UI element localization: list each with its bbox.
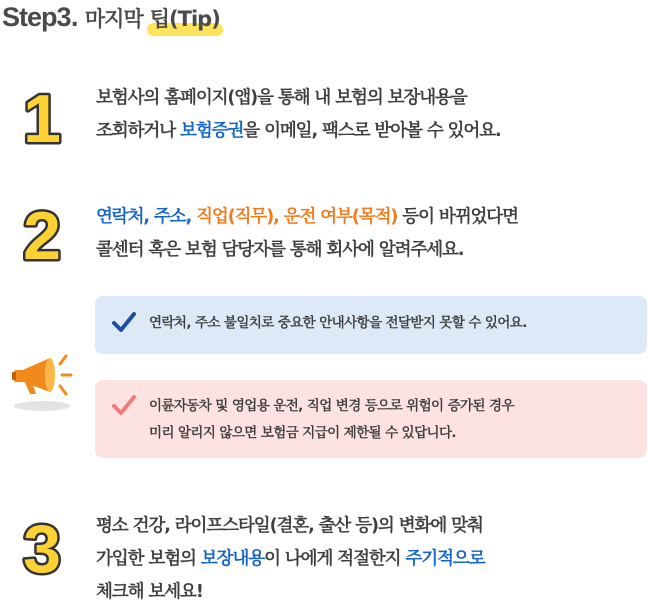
tip-2-line-2: 콜센터 혹은 보험 담당자를 통해 회사에 알려주세요. (96, 240, 464, 260)
tip-3-line-3: 체크해 보세요! (96, 582, 203, 602)
tip-2-line-1 (96, 201, 518, 234)
notice-blue-text: 연락처, 주소 불일치로 중요한 안내사항을 전달받지 못할 수 있어요. (149, 315, 527, 331)
tip-1-line-2 (96, 115, 501, 148)
tip-1-line-2-post: 을 이메일, 팩스로 받아볼 수 있어요. (243, 121, 501, 141)
number-3-text: 3 (23, 512, 61, 582)
tip-highlight: 팁(Tip) (150, 3, 220, 33)
tip-3-line-2 (96, 543, 485, 576)
number-2-text: 2 (23, 199, 61, 269)
tip-1-text (96, 82, 501, 148)
number-1-badge (12, 82, 72, 152)
tip-2-text (96, 201, 518, 267)
section-title (2, 2, 220, 42)
notice-pink (95, 380, 647, 458)
tip-2-highlight-orange: 직업(직무), 운전 여부(목적) (196, 207, 398, 227)
megaphone-icon (10, 344, 76, 414)
tip-3-line-2-pre: 가입한 보험의 (96, 549, 201, 569)
step-label: Step3 (2, 2, 71, 32)
tip-3-highlight-2: 주기적으로 (405, 549, 485, 569)
number-3-badge (12, 512, 72, 582)
tip-1-highlight: 보험증권 (180, 121, 244, 141)
title-text: 마지막 (84, 7, 143, 31)
step-dot: . (70, 7, 79, 32)
tip-3-highlight-1: 보장내용 (200, 549, 265, 569)
tip-3-text (96, 510, 485, 609)
tip-1-line-1: 보험사의 홈페이지(앱)을 통해 내 보험의 보장내용을 (96, 88, 467, 108)
tip-3-line-2-mid: 이 나에게 적절한지 (264, 549, 406, 569)
number-2-badge (12, 199, 72, 269)
check-icon (111, 394, 137, 418)
number-1-text: 1 (23, 82, 61, 152)
tip-3-line-1: 평소 건강, 라이프스타일(결혼, 출산 등)의 변화에 맞춰 (96, 516, 483, 536)
notice-pink-line-2: 미리 알리지 않으면 보험금 지급이 제한될 수 있답니다. (149, 425, 456, 441)
notice-pink-line-1: 이륜자동차 및 영업용 운전, 직업 변경 등으로 위험이 증가된 경우 (149, 398, 514, 414)
notice-blue (95, 296, 647, 354)
tip-2-line-1-post: 등이 바뀌었다면 (397, 207, 518, 227)
tip-2-highlight-blue: 연락처, 주소, (96, 207, 197, 227)
check-icon (111, 311, 137, 335)
notice-pink-text (149, 393, 514, 447)
tip-1-line-2-pre: 조회하거나 (96, 121, 181, 141)
